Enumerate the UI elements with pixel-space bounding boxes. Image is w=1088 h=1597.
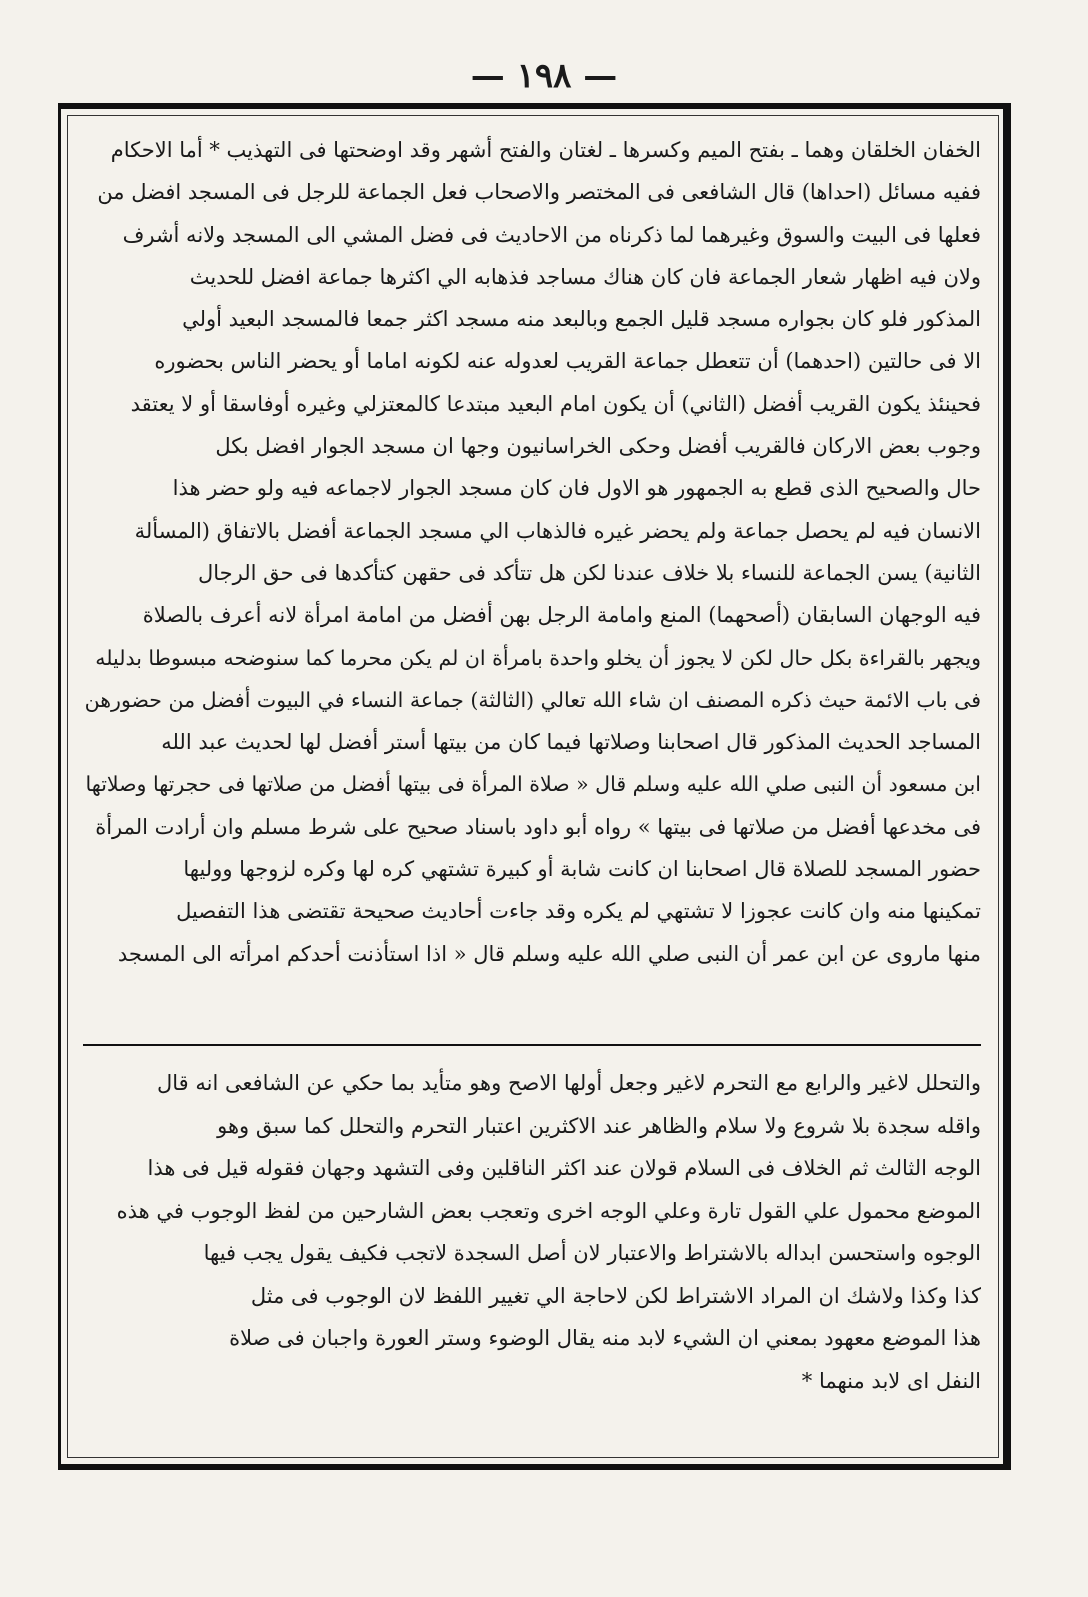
text-line: ففيه مسائل (احداها) قال الشافعى فى المختصر والاصحاب فعل الجماعة للرجل فى المسجد افضل من bbox=[97, 180, 981, 205]
text-line: ابن مسعود أن النبى صلي الله عليه وسلم قال « صلاة المرأة فى بيتها أفضل من صلاتها فى حجرتها وصلاتها bbox=[85, 772, 981, 797]
page-number: — ١٩٨ — bbox=[470, 56, 618, 96]
text-line: فى مخدعها أفضل من صلاتها فى بيتها » رواه أبو داود باسناد صحيح على شرط مسلم وان أرادت المرأة bbox=[95, 814, 981, 839]
text-line: الانسان فيه لم يحصل جماعة ولم يحضر غيره فالذهاب الي مسجد الجماعة أفضل بالاتفاق (المسألة bbox=[134, 518, 981, 543]
text-line: المساجد الحديث المذكور قال اصحابنا وصلاتها فيما كان من بيتها أستر أفضل لها لحديث عبد الله bbox=[161, 730, 981, 755]
footnote-line: الموضع محمول علي القول تارة وعلي الوجه اخرى وتعجب بعض الشارحين من لفظ الوجوب في هذه bbox=[116, 1198, 981, 1223]
text-line: منها ماروى عن ابن عمر أن النبى صلي الله عليه وسلم قال « اذا استأذنت أحدكم امرأته الى المسجد bbox=[117, 941, 981, 966]
footnote-line: الوجوه واستحسن ابداله بالاشتراط والاعتبار لان أصل السجدة لاتجب فكيف يقول يجب فيها bbox=[203, 1241, 981, 1265]
footnote-text bbox=[83, 1062, 981, 1447]
text-line: تمكينها منه وان كانت عجوزا لا تشتهي لم يكره وقد جاءت أحاديث صحيحة تقتضى هذا التفصيل bbox=[176, 899, 981, 924]
main-text bbox=[83, 129, 981, 1019]
text-line: ويجهر بالقراءة بكل حال لكن لا يجوز أن يخلو واحدة بامرأة ان لم يكن محرما كما سنوضحه مبسوطا بدليله bbox=[95, 645, 981, 670]
text-line: فعلها فى البيت والسوق وغيرهما لما ذكرناه من الاحاديث فى فضل المشي الى المسجد ولانه أشرف bbox=[122, 222, 981, 247]
footnote-line: النفل اى لابد منهما * bbox=[801, 1368, 981, 1393]
footnote-line: كذا وكذا ولاشك ان المراد الاشتراط لكن لاحاجة الي تغيير اللفظ لان الوجوب فى مثل bbox=[250, 1283, 981, 1308]
text-line: الا فى حالتين (احدهما) أن تتعطل جماعة القريب لعدوله عنه لكونه اماما أو يحضر الناس بحضوره bbox=[154, 349, 981, 374]
footnote-line: واقله سجدة بلا شروع ولا سلام والظاهر عند الاكثرين اعتبار التحرم والتحلل كما سبق وهو bbox=[217, 1113, 981, 1138]
text-line: الخفان الخلقان وهما ـ بفتح الميم وكسرها ـ لغتان والفتح أشهر وقد اوضحتها فى التهذيب * أما الاحكام bbox=[110, 138, 981, 162]
text-line: ولان فيه اظهار شعار الجماعة فان كان هناك مساجد فذهابه الي اكثرها جماعة افضل للحديث bbox=[189, 264, 981, 289]
text-line: فى باب الائمة حيث ذكره المصنف ان شاء الله تعالي (الثالثة) جماعة النساء في البيوت أفضل من حضورهن bbox=[84, 687, 981, 712]
text-line: المذكور فلو كان بجواره مسجد قليل الجمع وبالبعد منه مسجد اكثر جمعا فالمسجد البعيد أولي bbox=[182, 307, 981, 332]
footnote-line: هذا الموضع معهود بمعني ان الشيء لابد منه يقال الوضوء وستر العورة واجبان فى صلاة bbox=[229, 1326, 981, 1350]
footnote-line: الوجه الثالث ثم الخلاف فى السلام قولان عند اكثر الناقلين وفى التشهد وجهان فقوله قيل فى هذا bbox=[147, 1156, 981, 1180]
text-line: فيه الوجهان السابقان (أصحهما) المنع وامامة الرجل بهن أفضل من امامة امرأة لانه أعرف بالصلاة bbox=[142, 603, 981, 628]
text-line: وجوب بعض الاركان فالقريب أفضل وحكى الخراسانيون وجها ان مسجد الجوار افضل بكل bbox=[215, 434, 981, 459]
footnote-line: والتحلل لاغير والرابع مع التحرم لاغير وجعل أولها الاصح وهو متأيد بما حكي عن الشافعى انه قال bbox=[156, 1071, 981, 1095]
footnote-divider bbox=[83, 1044, 981, 1046]
text-line: حضور المسجد للصلاة قال اصحابنا ان كانت شابة أو كبيرة تشتهي كره لها وكره لزوجها ووليها bbox=[183, 857, 981, 882]
page-frame bbox=[58, 103, 1011, 1470]
text-line: فحينئذ يكون القريب أفضل (الثاني) أن يكون امام البعيد مبتدعا كالمعتزلي وغيره أوفاسقا أو لا يعتقد bbox=[130, 391, 981, 416]
text-line: الثانية) يسن الجماعة للنساء بلا خلاف عندنا لكن هل تتأكد فى حقهن كتأكدها فى حق الرجال bbox=[198, 560, 981, 585]
text-line: حال والصحيح الذى قطع به الجمهور هو الاول فان كان مسجد الجوار لاجماعه فيه ولو حضر هذا bbox=[172, 476, 981, 501]
